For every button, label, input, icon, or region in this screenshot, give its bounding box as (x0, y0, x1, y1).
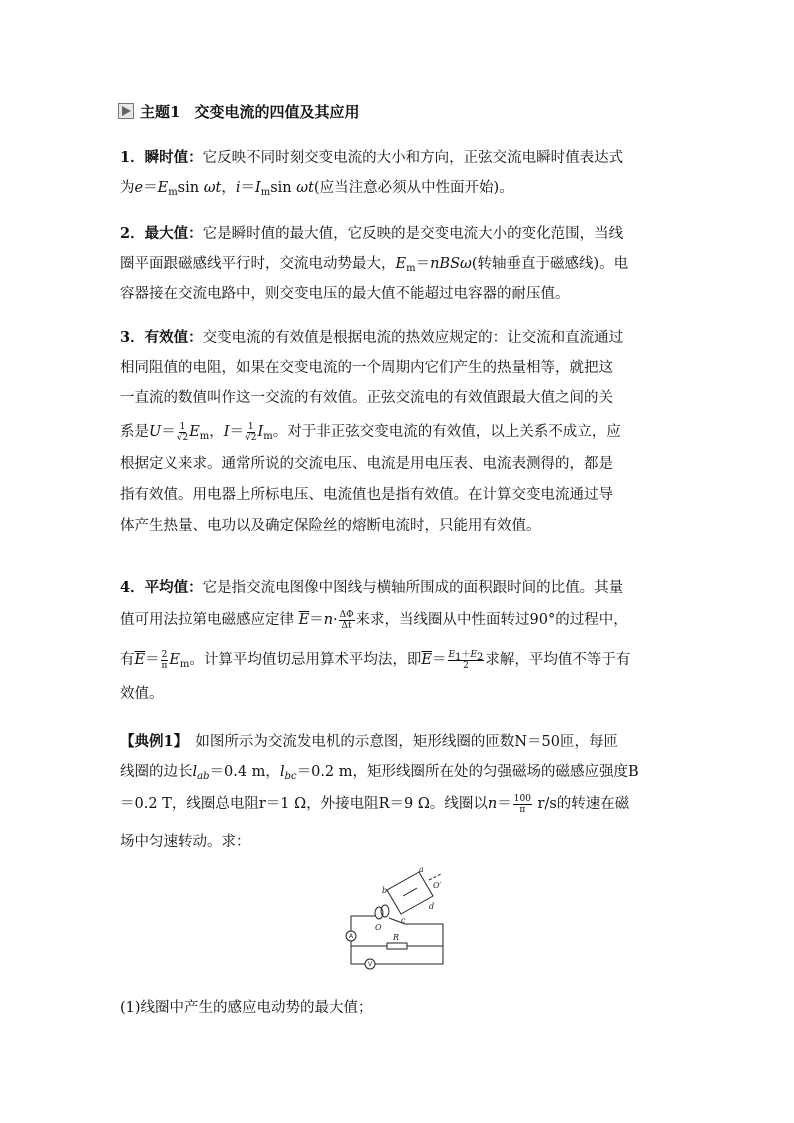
svg-text:a: a (419, 866, 424, 874)
svg-text:c: c (401, 916, 406, 925)
svg-text:O′: O′ (433, 881, 442, 890)
example-tag: 【典例1】 (120, 733, 181, 750)
section-number: 主题1 (140, 102, 181, 121)
generator-circuit-diagram (345, 866, 450, 976)
section-heading: 交变电流的四值及其应用 (194, 102, 360, 121)
svg-text:V: V (367, 961, 373, 968)
svg-text:A: A (348, 933, 354, 940)
section-title (118, 99, 359, 123)
resistor-icon (387, 943, 407, 949)
svg-text:R: R (393, 933, 400, 942)
slip-ring (375, 907, 383, 919)
svg-text:b: b (382, 886, 388, 895)
svg-text:O: O (375, 923, 382, 932)
document-page: 主题1 交变电流的四值及其应用 1．瞬时值：它反映不同时刻交变电流的大小和方向，正弦交流电瞬时值表达式 为$e=E_m\sin$ ωt，$i=I_m\sin$ ωt(应当注意必须从中性面开始)。 2．最大值：它是瞬时值的最大值，它反映的是交变电流大小的变化范围，当线 圈平面跟磁感线平行时，交流电动势最大，$E_m=nBS\omega$(转轴垂直于磁感线)。电 容器接在交流电路中，则交变电压的最大值不能超过电容器的耐压值。 3．有效值：交变电流的有效值是根据电流的热效应规定的：让交流和直流通过 相同阻值的电阻，如果在交变电流的一个周期内它们产生的热量相等，就把这 一直流的数值叫作这一交流的有效值。正弦交流电的有效值跟最大值之间的关 系是U＝ $\frac{1}{√2}$ $E_m$，I＝ $\frac{1}{√2}$ $I_m$。对于非正弦交变电流的有效值，以上关系不成立，应 根据定义来求。通常所说的交流电压、电流是用电压表、电流表测得的，都是 指有效值。用电器上所标电压、电流值也是指有效值。在计算交变电流通过导 体产生热量、电功以及确定保险丝的熔断电流时，只能用有效值。 4．平均值：它是指交流电图像中图线与横轴所围成的面积跟时间的比值。其量 值可用法拉第电磁感应定律 $\overline{E}=n\cdot$ $\frac{\Delta\Phi}{\Delta t}$ 来求，当线圈从中性面转过90°的过程中， 有$\overline{E}=$ $\frac{2}{\pi}$ $E_m$。计算平均值切忌用算术平均法，即$\overline{E}=$ $\frac{E_1+E_2}{2}$ 求解，平均值不等于有 效值。 【典例1】 如图所示为交流发电机的示意图，矩形线圈的匝数N＝50匝，每匝 线圈的边长$l_{ab}=0.4$ m，$l_{bc}=0.2$ m，矩形线圈所在处的匀强磁场的磁感应强度B ＝0.2 T，线圈总电阻r＝1 Ω，外接电阻R＝9 Ω。线圈以n＝ $\frac{100}{\pi}$ r/s的转速在磁 场中匀速转动。求： a b c d O O′ R A V (1)线圈中产生的感应电动势的最大值； (0, 0, 794, 1123)
play-triangle-icon (118, 103, 134, 119)
slip-ring (381, 905, 389, 917)
svg-text:d: d (429, 902, 435, 911)
